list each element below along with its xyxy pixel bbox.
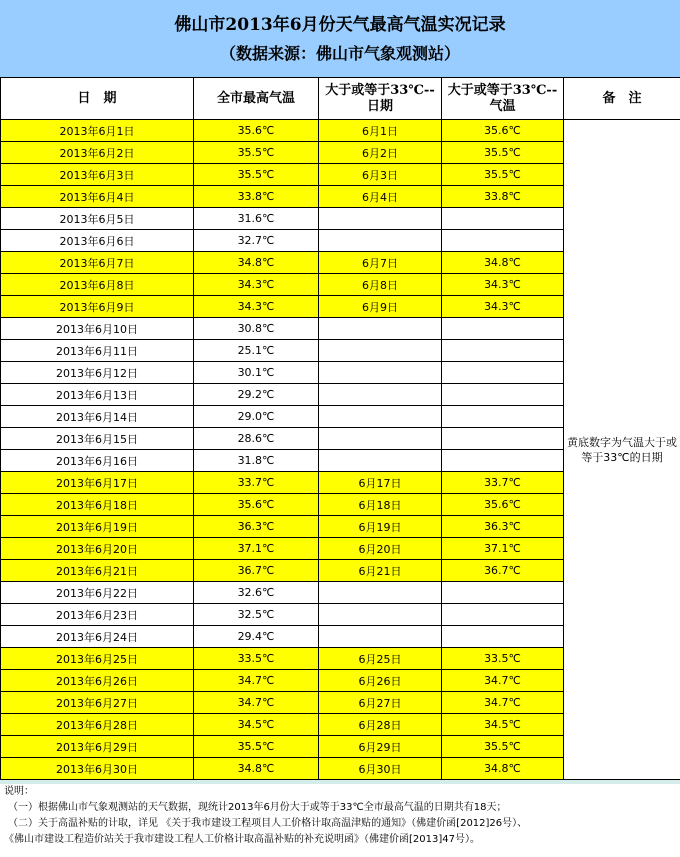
cell-max-temp: 35.6℃ (194, 120, 319, 142)
cell-hot-temp (442, 362, 564, 384)
cell-hot-temp (442, 450, 564, 472)
cell-hot-date (319, 626, 442, 648)
cell-hot-temp: 34.7℃ (442, 670, 564, 692)
cell-hot-date: 6月4日 (319, 186, 442, 208)
cell-hot-date: 6月1日 (319, 120, 442, 142)
cell-date: 2013年6月17日 (1, 472, 194, 494)
cell-hot-date (319, 428, 442, 450)
cell-hot-temp: 34.3℃ (442, 296, 564, 318)
cell-max-temp: 34.8℃ (194, 758, 319, 780)
cell-hot-date: 6月25日 (319, 648, 442, 670)
cell-hot-date (319, 318, 442, 340)
cell-date: 2013年6月19日 (1, 516, 194, 538)
cell-date: 2013年6月1日 (1, 120, 194, 142)
cell-hot-temp: 35.5℃ (442, 164, 564, 186)
cell-hot-temp (442, 604, 564, 626)
cell-hot-date (319, 230, 442, 252)
note-line-1: （一）根据佛山市气象观测站的天气数据，现统计2013年6月份大于或等于33℃全市最高气温的日期共有18天； (8, 802, 507, 813)
cell-hot-temp: 34.7℃ (442, 692, 564, 714)
cell-date: 2013年6月2日 (1, 142, 194, 164)
cell-max-temp: 25.1℃ (194, 340, 319, 362)
cell-hot-date (319, 604, 442, 626)
cell-max-temp: 36.7℃ (194, 560, 319, 582)
cell-hot-date: 6月21日 (319, 560, 442, 582)
cell-hot-date (319, 582, 442, 604)
cell-date: 2013年6月3日 (1, 164, 194, 186)
cell-hot-date: 6月30日 (319, 758, 442, 780)
cell-hot-date (319, 406, 442, 428)
header-remark: 备 注 (564, 78, 680, 120)
cell-hot-temp: 36.3℃ (442, 516, 564, 538)
cell-max-temp: 35.5℃ (194, 164, 319, 186)
cell-hot-temp: 34.8℃ (442, 758, 564, 780)
cell-hot-date: 6月29日 (319, 736, 442, 758)
cell-hot-temp: 33.7℃ (442, 472, 564, 494)
cell-max-temp: 34.3℃ (194, 296, 319, 318)
cell-date: 2013年6月22日 (1, 582, 194, 604)
cell-max-temp: 30.1℃ (194, 362, 319, 384)
cell-date: 2013年6月4日 (1, 186, 194, 208)
cell-hot-temp: 34.5℃ (442, 714, 564, 736)
cell-hot-date (319, 384, 442, 406)
table-body (1, 120, 680, 780)
cell-max-temp: 35.5℃ (194, 736, 319, 758)
cell-date: 2013年6月9日 (1, 296, 194, 318)
cell-max-temp: 31.8℃ (194, 450, 319, 472)
cell-date: 2013年6月5日 (1, 208, 194, 230)
header-date: 日 期 (1, 78, 194, 120)
cell-hot-temp: 33.8℃ (442, 186, 564, 208)
cell-max-temp: 32.6℃ (194, 582, 319, 604)
cell-hot-date: 6月8日 (319, 274, 442, 296)
cell-date: 2013年6月30日 (1, 758, 194, 780)
cell-hot-temp (442, 340, 564, 362)
cell-max-temp: 35.6℃ (194, 494, 319, 516)
cell-hot-date: 6月19日 (319, 516, 442, 538)
cell-hot-date: 6月2日 (319, 142, 442, 164)
page-title: 佛山市2013年6月份天气最高气温实况记录 (174, 15, 506, 35)
cell-date: 2013年6月28日 (1, 714, 194, 736)
cell-hot-temp (442, 384, 564, 406)
cell-hot-temp: 37.1℃ (442, 538, 564, 560)
cell-hot-date: 6月9日 (319, 296, 442, 318)
cell-hot-temp (442, 582, 564, 604)
cell-max-temp: 36.3℃ (194, 516, 319, 538)
notes-heading: 说明： (4, 786, 34, 797)
cell-hot-date (319, 208, 442, 230)
header-hot-date: 大于或等于33℃--日期 (319, 78, 442, 120)
temperature-table (0, 77, 680, 780)
cell-hot-date: 6月28日 (319, 714, 442, 736)
cell-date: 2013年6月24日 (1, 626, 194, 648)
cell-hot-date: 6月18日 (319, 494, 442, 516)
cell-date: 2013年6月15日 (1, 428, 194, 450)
note-line-2: （二）关于高温补贴的计取，详见 《关于我市建设工程项目人工价格计取高温津贴的通知》（佛建价函[2012]26号）、 (8, 818, 528, 829)
cell-max-temp: 33.8℃ (194, 186, 319, 208)
cell-hot-date: 6月27日 (319, 692, 442, 714)
cell-hot-temp: 36.7℃ (442, 560, 564, 582)
cell-date: 2013年6月29日 (1, 736, 194, 758)
cell-max-temp: 32.7℃ (194, 230, 319, 252)
cell-date: 2013年6月27日 (1, 692, 194, 714)
cell-date: 2013年6月20日 (1, 538, 194, 560)
cell-max-temp: 33.7℃ (194, 472, 319, 494)
cell-max-temp: 34.8℃ (194, 252, 319, 274)
cell-date: 2013年6月26日 (1, 670, 194, 692)
cell-hot-date: 6月3日 (319, 164, 442, 186)
cell-date: 2013年6月13日 (1, 384, 194, 406)
cell-max-temp: 29.4℃ (194, 626, 319, 648)
remark-cell: 黄底数字为气温大于或等于33℃的日期 (564, 120, 680, 780)
page-subtitle: （数据来源：佛山市气象观测站） (219, 44, 460, 63)
cell-date: 2013年6月16日 (1, 450, 194, 472)
cell-max-temp: 29.0℃ (194, 406, 319, 428)
cell-date: 2013年6月12日 (1, 362, 194, 384)
cell-date: 2013年6月14日 (1, 406, 194, 428)
cell-date: 2013年6月6日 (1, 230, 194, 252)
cell-date: 2013年6月10日 (1, 318, 194, 340)
cell-date: 2013年6月18日 (1, 494, 194, 516)
page-header (0, 0, 680, 77)
cell-hot-temp: 34.3℃ (442, 274, 564, 296)
cell-max-temp: 37.1℃ (194, 538, 319, 560)
cell-hot-date (319, 450, 442, 472)
header-max-temp: 全市最高气温 (194, 78, 319, 120)
cell-hot-date: 6月17日 (319, 472, 442, 494)
cell-hot-date: 6月7日 (319, 252, 442, 274)
cell-date: 2013年6月25日 (1, 648, 194, 670)
notes-section (0, 784, 680, 857)
cell-max-temp: 28.6℃ (194, 428, 319, 450)
cell-max-temp: 34.5℃ (194, 714, 319, 736)
cell-max-temp: 30.8℃ (194, 318, 319, 340)
cell-hot-date: 6月26日 (319, 670, 442, 692)
cell-hot-temp: 35.6℃ (442, 120, 564, 142)
table-header-row (1, 78, 680, 120)
cell-hot-date (319, 362, 442, 384)
cell-hot-temp: 35.6℃ (442, 494, 564, 516)
cell-date: 2013年6月23日 (1, 604, 194, 626)
cell-max-temp: 34.3℃ (194, 274, 319, 296)
cell-hot-temp (442, 208, 564, 230)
cell-hot-temp (442, 230, 564, 252)
cell-date: 2013年6月21日 (1, 560, 194, 582)
cell-max-temp: 35.5℃ (194, 142, 319, 164)
cell-date: 2013年6月11日 (1, 340, 194, 362)
cell-max-temp: 31.6℃ (194, 208, 319, 230)
cell-max-temp: 34.7℃ (194, 692, 319, 714)
cell-max-temp: 32.5℃ (194, 604, 319, 626)
cell-max-temp: 29.2℃ (194, 384, 319, 406)
cell-hot-temp: 35.5℃ (442, 736, 564, 758)
note-line-3: 《佛山市建设工程造价站关于我市建设工程人工价格计取高温补贴的补充说明函》（佛建价函[2013]47号）。 (4, 834, 480, 845)
cell-hot-temp (442, 406, 564, 428)
cell-max-temp: 33.5℃ (194, 648, 319, 670)
cell-hot-temp (442, 626, 564, 648)
cell-max-temp: 34.7℃ (194, 670, 319, 692)
cell-date: 2013年6月8日 (1, 274, 194, 296)
table-row (1, 120, 680, 142)
cell-hot-temp (442, 428, 564, 450)
cell-hot-date: 6月20日 (319, 538, 442, 560)
cell-hot-temp (442, 318, 564, 340)
cell-hot-date (319, 340, 442, 362)
cell-date: 2013年6月7日 (1, 252, 194, 274)
cell-hot-temp: 35.5℃ (442, 142, 564, 164)
header-hot-temp: 大于或等于33℃--气温 (442, 78, 564, 120)
cell-hot-temp: 33.5℃ (442, 648, 564, 670)
cell-hot-temp: 34.8℃ (442, 252, 564, 274)
